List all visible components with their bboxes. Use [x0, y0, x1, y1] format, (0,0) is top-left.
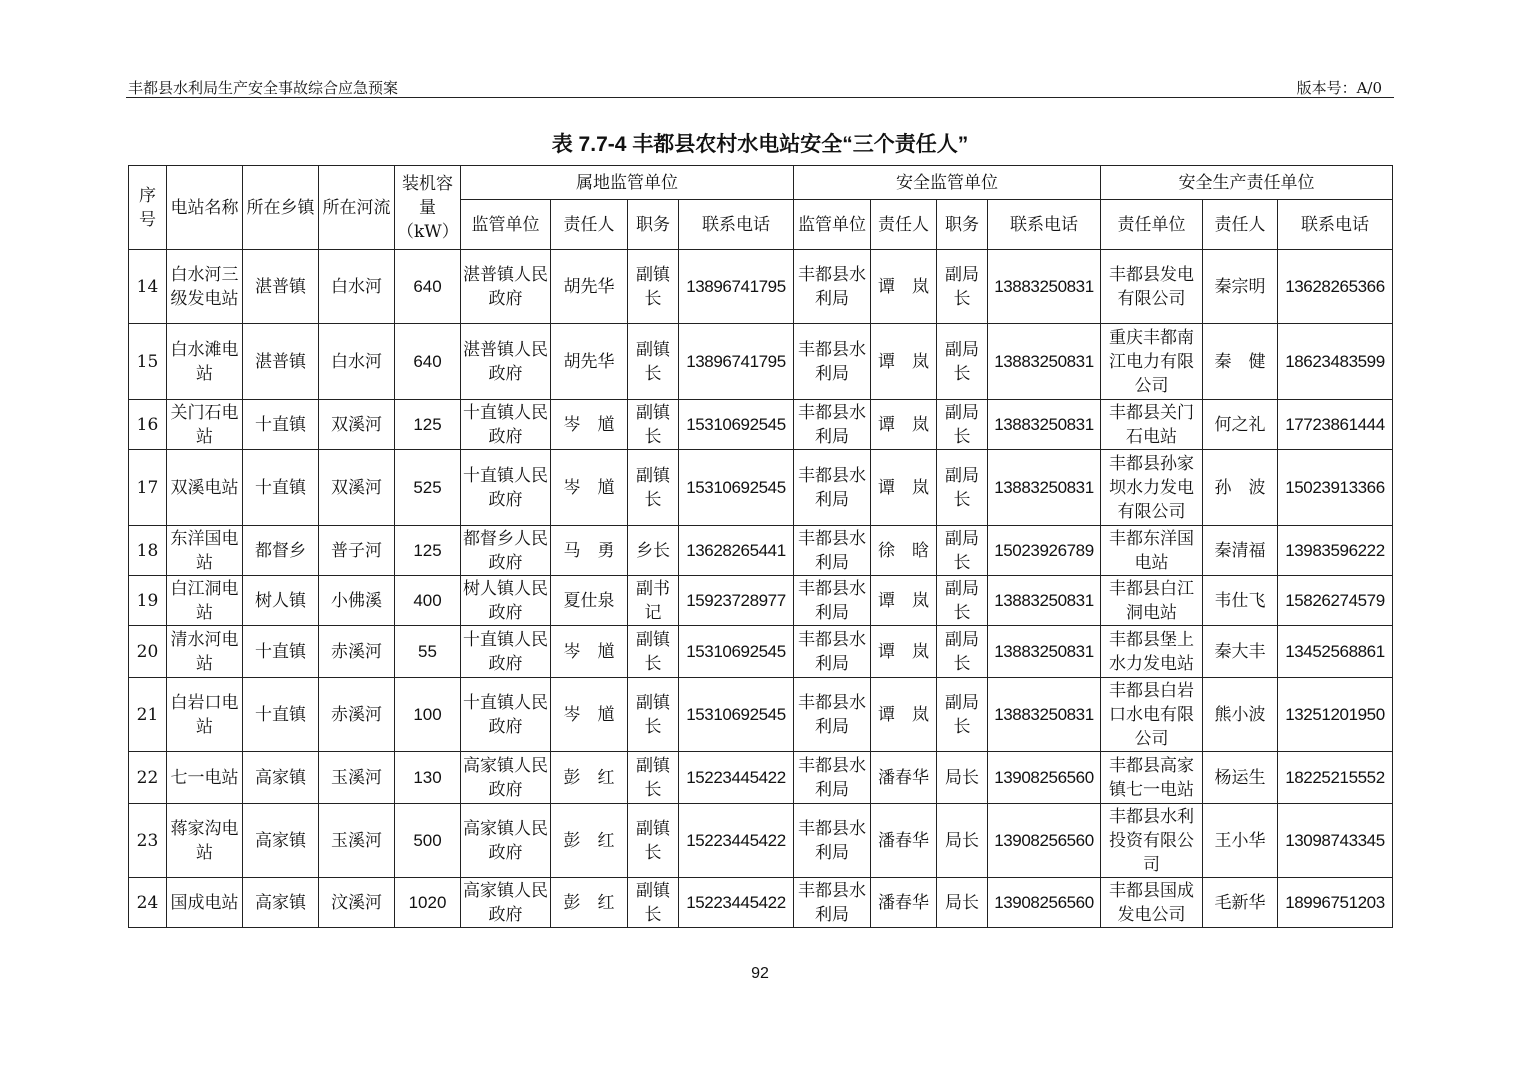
cell-safety-title: 局长	[937, 752, 988, 804]
cell-prod-phone: 15023913366	[1278, 450, 1393, 526]
cell-local-person: 岑 馗	[551, 400, 628, 450]
cell-prod-phone: 13251201950	[1278, 678, 1393, 752]
cell-town: 都督乡	[243, 526, 319, 576]
cell-safety-phone: 13883250831	[988, 450, 1101, 526]
table-body	[129, 250, 1393, 928]
cell-safety-title: 副局长	[937, 450, 988, 526]
cell-seq: 16	[129, 400, 167, 450]
cell-town: 十直镇	[243, 400, 319, 450]
cell-river: 双溪河	[319, 400, 395, 450]
cell-local-person: 岑 馗	[551, 626, 628, 678]
col-prod-person: 责任人	[1203, 200, 1278, 250]
cell-local-unit: 十直镇人民政府	[461, 626, 551, 678]
cell-seq: 23	[129, 804, 167, 878]
cell-town: 高家镇	[243, 752, 319, 804]
cell-local-title: 副镇长	[628, 804, 679, 878]
cell-river: 玉溪河	[319, 804, 395, 878]
table-row	[129, 324, 1393, 400]
cell-station-name: 国成电站	[167, 878, 243, 928]
cell-safety-person: 谭 岚	[871, 450, 937, 526]
col-local-person: 责任人	[551, 200, 628, 250]
cell-prod-unit: 丰都东洋国电站	[1101, 526, 1203, 576]
cell-local-title: 副镇长	[628, 626, 679, 678]
cell-river: 双溪河	[319, 450, 395, 526]
cell-prod-phone: 13452568861	[1278, 626, 1393, 678]
cell-town: 树人镇	[243, 576, 319, 626]
cell-prod-phone: 13098743345	[1278, 804, 1393, 878]
cell-prod-phone: 18623483599	[1278, 324, 1393, 400]
table-row	[129, 450, 1393, 526]
cell-station-name: 清水河电站	[167, 626, 243, 678]
table-row	[129, 526, 1393, 576]
table-row	[129, 878, 1393, 928]
cell-safety-phone: 15023926789	[988, 526, 1101, 576]
col-safety-unit: 监管单位	[794, 200, 871, 250]
cell-local-person: 彭 红	[551, 752, 628, 804]
cell-capacity: 100	[395, 678, 461, 752]
cell-river: 小佛溪	[319, 576, 395, 626]
cell-prod-phone: 15826274579	[1278, 576, 1393, 626]
cell-seq: 14	[129, 250, 167, 324]
col-prod-unit: 责任单位	[1101, 200, 1203, 250]
cell-safety-unit: 丰都县水利局	[794, 526, 871, 576]
cell-prod-unit: 丰都县白江洞电站	[1101, 576, 1203, 626]
col-safety-person: 责任人	[871, 200, 937, 250]
cell-local-person: 彭 红	[551, 878, 628, 928]
cell-local-person: 马 勇	[551, 526, 628, 576]
col-group-production-responsibility: 安全生产责任单位	[1101, 166, 1393, 200]
cell-local-unit: 湛普镇人民政府	[461, 324, 551, 400]
table-row	[129, 576, 1393, 626]
cell-safety-title: 副局长	[937, 400, 988, 450]
cell-local-phone: 15223445422	[679, 878, 794, 928]
cell-safety-person: 谭 岚	[871, 400, 937, 450]
cell-safety-person: 谭 岚	[871, 678, 937, 752]
cell-local-unit: 十直镇人民政府	[461, 678, 551, 752]
cell-local-unit: 十直镇人民政府	[461, 400, 551, 450]
page-number: 92	[751, 965, 769, 982]
cell-station-name: 白岩口电站	[167, 678, 243, 752]
table-row	[129, 250, 1393, 324]
cell-local-title: 副镇长	[628, 678, 679, 752]
cell-safety-unit: 丰都县水利局	[794, 450, 871, 526]
col-local-title: 职务	[628, 200, 679, 250]
cell-seq: 21	[129, 678, 167, 752]
cell-prod-phone: 13628265366	[1278, 250, 1393, 324]
cell-capacity: 55	[395, 626, 461, 678]
cell-seq: 24	[129, 878, 167, 928]
cell-seq: 19	[129, 576, 167, 626]
cell-town: 十直镇	[243, 450, 319, 526]
cell-safety-phone: 13883250831	[988, 576, 1101, 626]
cell-prod-person: 孙 波	[1203, 450, 1278, 526]
cell-safety-unit: 丰都县水利局	[794, 324, 871, 400]
cell-capacity: 125	[395, 526, 461, 576]
cell-river: 赤溪河	[319, 678, 395, 752]
cell-local-phone: 15923728977	[679, 576, 794, 626]
table-row	[129, 400, 1393, 450]
cell-local-title: 副书记	[628, 576, 679, 626]
cell-safety-phone: 13883250831	[988, 626, 1101, 678]
cell-safety-phone: 13908256560	[988, 878, 1101, 928]
cell-prod-person: 熊小波	[1203, 678, 1278, 752]
cell-station-name: 双溪电站	[167, 450, 243, 526]
col-group-local-supervision: 属地监管单位	[461, 166, 794, 200]
cell-river: 白水河	[319, 324, 395, 400]
header-divider	[126, 97, 1394, 98]
cell-safety-unit: 丰都县水利局	[794, 400, 871, 450]
cell-seq: 17	[129, 450, 167, 526]
cell-station-name: 关门石电站	[167, 400, 243, 450]
cell-town: 十直镇	[243, 626, 319, 678]
cell-local-person: 岑 馗	[551, 450, 628, 526]
cell-prod-unit: 丰都县孙家坝水力发电有限公司	[1101, 450, 1203, 526]
cell-safety-phone: 13908256560	[988, 804, 1101, 878]
cell-prod-person: 杨运生	[1203, 752, 1278, 804]
cell-seq: 18	[129, 526, 167, 576]
cell-station-name: 七一电站	[167, 752, 243, 804]
cell-capacity: 125	[395, 400, 461, 450]
table-title: 表 7.7-4 丰都县农村水电站安全“三个责任人”	[551, 133, 969, 156]
cell-safety-phone: 13883250831	[988, 400, 1101, 450]
cell-safety-unit: 丰都县水利局	[794, 576, 871, 626]
cell-local-phone: 15310692545	[679, 626, 794, 678]
cell-station-name: 白水河三级发电站	[167, 250, 243, 324]
cell-capacity: 640	[395, 250, 461, 324]
cell-prod-person: 韦仕飞	[1203, 576, 1278, 626]
cell-station-name: 白水滩电站	[167, 324, 243, 400]
cell-safety-title: 副局长	[937, 626, 988, 678]
cell-local-title: 乡长	[628, 526, 679, 576]
cell-local-phone: 13628265441	[679, 526, 794, 576]
cell-safety-person: 谭 岚	[871, 626, 937, 678]
col-group-safety-supervision: 安全监管单位	[794, 166, 1101, 200]
cell-prod-person: 王小华	[1203, 804, 1278, 878]
cell-safety-person: 徐 晗	[871, 526, 937, 576]
col-seq: 序号	[129, 166, 167, 250]
cell-local-title: 副镇长	[628, 324, 679, 400]
col-prod-phone: 联系电话	[1278, 200, 1393, 250]
cell-river: 白水河	[319, 250, 395, 324]
cell-prod-phone: 13983596222	[1278, 526, 1393, 576]
cell-local-phone: 13896741795	[679, 250, 794, 324]
cell-prod-person: 何之礼	[1203, 400, 1278, 450]
table-row	[129, 626, 1393, 678]
cell-local-title: 副镇长	[628, 752, 679, 804]
cell-capacity: 500	[395, 804, 461, 878]
cell-capacity: 640	[395, 324, 461, 400]
header-version: 版本号：A/0	[1296, 79, 1382, 97]
cell-safety-title: 副局长	[937, 324, 988, 400]
cell-safety-phone: 13883250831	[988, 678, 1101, 752]
responsibility-table	[128, 165, 1393, 928]
cell-safety-title: 副局长	[937, 526, 988, 576]
cell-station-name: 白江洞电站	[167, 576, 243, 626]
cell-station-name: 东洋国电站	[167, 526, 243, 576]
cell-safety-unit: 丰都县水利局	[794, 250, 871, 324]
cell-local-unit: 十直镇人民政府	[461, 450, 551, 526]
cell-safety-title: 副局长	[937, 576, 988, 626]
cell-seq: 20	[129, 626, 167, 678]
cell-local-phone: 15310692545	[679, 400, 794, 450]
cell-station-name: 蒋家沟电站	[167, 804, 243, 878]
cell-local-phone: 15310692545	[679, 450, 794, 526]
cell-town: 高家镇	[243, 804, 319, 878]
cell-seq: 15	[129, 324, 167, 400]
cell-river: 玉溪河	[319, 752, 395, 804]
cell-safety-phone: 13908256560	[988, 752, 1101, 804]
cell-safety-unit: 丰都县水利局	[794, 878, 871, 928]
cell-prod-phone: 18996751203	[1278, 878, 1393, 928]
cell-prod-unit: 丰都县白岩口水电有限公司	[1101, 678, 1203, 752]
cell-capacity: 1020	[395, 878, 461, 928]
col-river: 所在河流	[319, 166, 395, 250]
cell-local-title: 副镇长	[628, 878, 679, 928]
cell-local-title: 副镇长	[628, 400, 679, 450]
cell-local-person: 胡先华	[551, 324, 628, 400]
col-local-phone: 联系电话	[679, 200, 794, 250]
cell-safety-title: 局长	[937, 804, 988, 878]
cell-local-unit: 高家镇人民政府	[461, 878, 551, 928]
cell-safety-phone: 13883250831	[988, 324, 1101, 400]
cell-prod-person: 秦 健	[1203, 324, 1278, 400]
cell-safety-person: 潘春华	[871, 804, 937, 878]
cell-local-phone: 15223445422	[679, 752, 794, 804]
cell-local-person: 彭 红	[551, 804, 628, 878]
cell-safety-unit: 丰都县水利局	[794, 804, 871, 878]
table-row	[129, 678, 1393, 752]
cell-safety-unit: 丰都县水利局	[794, 626, 871, 678]
cell-local-person: 岑 馗	[551, 678, 628, 752]
cell-safety-unit: 丰都县水利局	[794, 752, 871, 804]
cell-town: 高家镇	[243, 878, 319, 928]
table-row	[129, 804, 1393, 878]
cell-safety-phone: 13883250831	[988, 250, 1101, 324]
cell-capacity: 525	[395, 450, 461, 526]
cell-local-unit: 都督乡人民政府	[461, 526, 551, 576]
cell-prod-phone: 18225215552	[1278, 752, 1393, 804]
cell-prod-unit: 重庆丰都南江电力有限公司	[1101, 324, 1203, 400]
cell-safety-person: 潘春华	[871, 752, 937, 804]
cell-local-unit: 湛普镇人民政府	[461, 250, 551, 324]
cell-prod-unit: 丰都县堡上水力发电站	[1101, 626, 1203, 678]
cell-local-phone: 13896741795	[679, 324, 794, 400]
cell-prod-unit: 丰都县发电有限公司	[1101, 250, 1203, 324]
cell-town: 湛普镇	[243, 324, 319, 400]
col-capacity: 装机容量（kW）	[395, 166, 461, 250]
cell-prod-person: 秦清福	[1203, 526, 1278, 576]
cell-local-title: 副镇长	[628, 450, 679, 526]
col-safety-phone: 联系电话	[988, 200, 1101, 250]
cell-prod-unit: 丰都县国成发电公司	[1101, 878, 1203, 928]
cell-river: 汶溪河	[319, 878, 395, 928]
col-station-name: 电站名称	[167, 166, 243, 250]
cell-safety-unit: 丰都县水利局	[794, 678, 871, 752]
cell-prod-person: 毛新华	[1203, 878, 1278, 928]
cell-safety-person: 谭 岚	[871, 250, 937, 324]
col-town: 所在乡镇	[243, 166, 319, 250]
cell-prod-person: 秦大丰	[1203, 626, 1278, 678]
header-document-title: 丰都县水利局生产安全事故综合应急预案	[128, 79, 399, 97]
cell-local-person: 夏仕泉	[551, 576, 628, 626]
cell-prod-unit: 丰都县关门石电站	[1101, 400, 1203, 450]
cell-prod-person: 秦宗明	[1203, 250, 1278, 324]
cell-prod-phone: 17723861444	[1278, 400, 1393, 450]
cell-safety-person: 谭 岚	[871, 576, 937, 626]
cell-local-unit: 高家镇人民政府	[461, 804, 551, 878]
cell-local-person: 胡先华	[551, 250, 628, 324]
cell-local-title: 副镇长	[628, 250, 679, 324]
cell-safety-title: 副局长	[937, 250, 988, 324]
table-row	[129, 752, 1393, 804]
cell-capacity: 130	[395, 752, 461, 804]
cell-river: 赤溪河	[319, 626, 395, 678]
cell-local-phone: 15310692545	[679, 678, 794, 752]
cell-safety-person: 潘春华	[871, 878, 937, 928]
cell-town: 湛普镇	[243, 250, 319, 324]
cell-local-unit: 树人镇人民政府	[461, 576, 551, 626]
cell-local-phone: 15223445422	[679, 804, 794, 878]
cell-town: 十直镇	[243, 678, 319, 752]
cell-prod-unit: 丰都县水利投资有限公司	[1101, 804, 1203, 878]
col-local-unit: 监管单位	[461, 200, 551, 250]
cell-local-unit: 高家镇人民政府	[461, 752, 551, 804]
cell-safety-person: 谭 岚	[871, 324, 937, 400]
cell-safety-title: 局长	[937, 878, 988, 928]
cell-seq: 22	[129, 752, 167, 804]
col-safety-title: 职务	[937, 200, 988, 250]
cell-safety-title: 副局长	[937, 678, 988, 752]
cell-capacity: 400	[395, 576, 461, 626]
cell-river: 普子河	[319, 526, 395, 576]
cell-prod-unit: 丰都县高家镇七一电站	[1101, 752, 1203, 804]
